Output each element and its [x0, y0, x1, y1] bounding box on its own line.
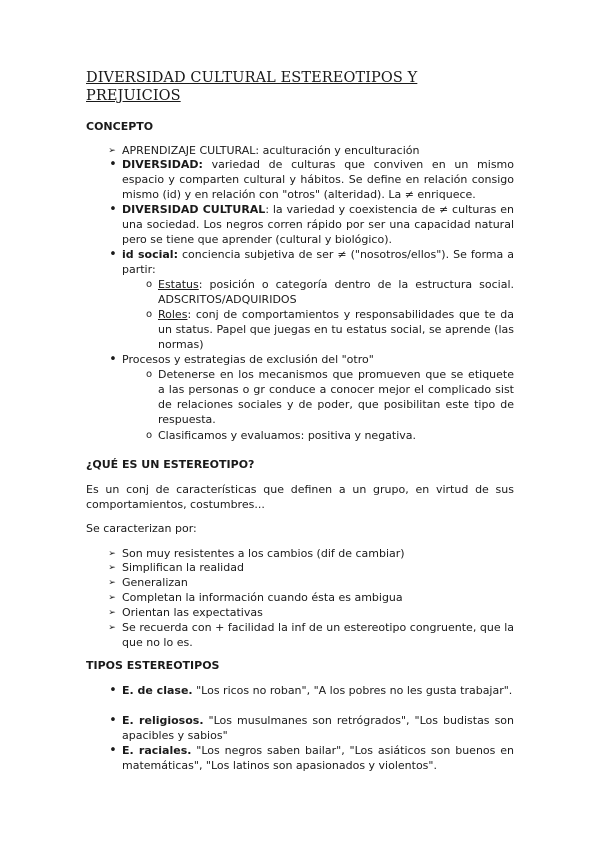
definition-diversidad: variedad de culturas que conviven en un mismo espacio y comparten cultural y hábitos. Se define en relación consigo mismo (id) y en relación con "otros" (alteridad). La ≠ enriquece.	[122, 158, 514, 201]
concepto-item-diversidad	[122, 158, 514, 203]
concepto-item-aprendizaje: APRENDIZAJE CULTURAL: aculturación y enculturación	[122, 144, 420, 157]
caracteristica-item: Orientan las expectativas	[122, 606, 263, 619]
definition-estatus: : posición o categoría dentro de la estructura social. ADSCRITOS/ADQUIRIDOS	[158, 278, 514, 306]
caracteristica-item: Completan la información cuando ésta es ambigua	[122, 591, 403, 604]
concepto-item-id-social	[122, 248, 514, 278]
example-raciales: "Los negros saben bailar", "Los asiáticos son buenos en matemáticas", "Los latinos son apasionados y violentos".	[122, 744, 514, 772]
arrow-bullet-icon: ➢	[108, 578, 116, 588]
heading-estereotipo: ¿QUÉ ES UN ESTEREOTIPO?	[86, 458, 255, 471]
example-clase: "Los ricos no roban", "A los pobres no les gusta trabajar".	[192, 684, 513, 697]
bullet-icon: •	[109, 713, 117, 728]
sub-item-mecanismos: Detenerse en los mecanismos que promueven que se etiquete a las personas o gr conduce a conocer mejor el complicado sist de relaciones sociales y de poder, que posibilitan este tipo de respuesta.	[158, 368, 514, 426]
arrow-bullet-icon: ➢	[108, 608, 116, 618]
term-raciales: E. raciales.	[122, 744, 192, 757]
arrow-bullet-icon: ➢	[108, 549, 116, 559]
term-diversidad-cultural: DIVERSIDAD CULTURAL	[122, 203, 266, 216]
sub-item-roles	[158, 308, 514, 353]
arrow-bullet-icon: ➢	[108, 146, 116, 156]
estereotipo-intro: Se caracterizan por:	[86, 522, 197, 535]
bullet-icon: •	[109, 247, 117, 262]
concepto-item-exclusion: Procesos y estrategias de exclusión del "otro"	[122, 353, 374, 366]
term-estatus: Estatus	[158, 278, 199, 291]
definition-diversidad-cultural: : la variedad y coexistencia de ≠ culturas en una sociedad. Los negros corren rápido por ser una capacidad natural pero se tiene que aprender (cultural y biológico).	[122, 203, 514, 246]
concepto-item-diversidad-cultural	[122, 203, 514, 248]
circle-bullet-icon: o	[145, 309, 153, 320]
term-clase: E. de clase.	[122, 684, 193, 697]
circle-bullet-icon: o	[145, 369, 153, 380]
tipo-item-clase	[122, 684, 514, 699]
document-title: DIVERSIDAD CULTURAL ESTEREOTIPOS Y PREJUICIOS	[86, 70, 418, 104]
arrow-bullet-icon: ➢	[108, 593, 116, 603]
bullet-icon: •	[109, 202, 117, 217]
caracteristica-item: Simplifican la realidad	[122, 561, 244, 574]
definition-roles: : conj de comportamientos y responsabilidades que te da un status. Papel que juegas en tu estatus social, se aprende (las normas)	[158, 308, 514, 351]
bullet-icon: •	[109, 683, 117, 698]
estereotipo-definition: Es un conj de características que definen a un grupo, en virtud de sus comportamientos, costumbres...	[86, 483, 514, 511]
bullet-icon: •	[109, 157, 117, 172]
heading-concepto: CONCEPTO	[86, 120, 154, 133]
definition-id-social: conciencia subjetiva de ser ≠ ("nosotros/ellos"). Se forma a partir:	[122, 248, 514, 276]
term-diversidad: DIVERSIDAD:	[122, 158, 203, 171]
tipo-item-religiosos	[122, 714, 514, 744]
sub-item-clasificamos: Clasificamos y evaluamos: positiva y negativa.	[158, 429, 417, 442]
heading-tipos: TIPOS ESTEREOTIPOS	[86, 659, 220, 672]
circle-bullet-icon: o	[145, 430, 153, 441]
bullet-icon: •	[109, 743, 117, 758]
sub-item-estatus	[158, 278, 514, 308]
caracteristica-item: Son muy resistentes a los cambios (dif de cambiar)	[122, 547, 405, 560]
term-id-social: id social:	[122, 248, 178, 261]
bullet-icon: •	[109, 352, 117, 367]
caracteristica-item: Generalizan	[122, 576, 188, 589]
arrow-bullet-icon: ➢	[108, 623, 116, 633]
example-religiosos: "Los musulmanes son retrógrados", "Los budistas son apacibles y sabios"	[122, 714, 514, 742]
term-roles: Roles	[158, 308, 188, 321]
circle-bullet-icon: o	[145, 279, 153, 290]
arrow-bullet-icon: ➢	[108, 563, 116, 573]
tipo-item-raciales	[122, 744, 514, 774]
term-religiosos: E. religiosos.	[122, 714, 204, 727]
caracteristica-item: Se recuerda con + facilidad la inf de un estereotipo congruente, que la que no lo es.	[122, 621, 514, 649]
